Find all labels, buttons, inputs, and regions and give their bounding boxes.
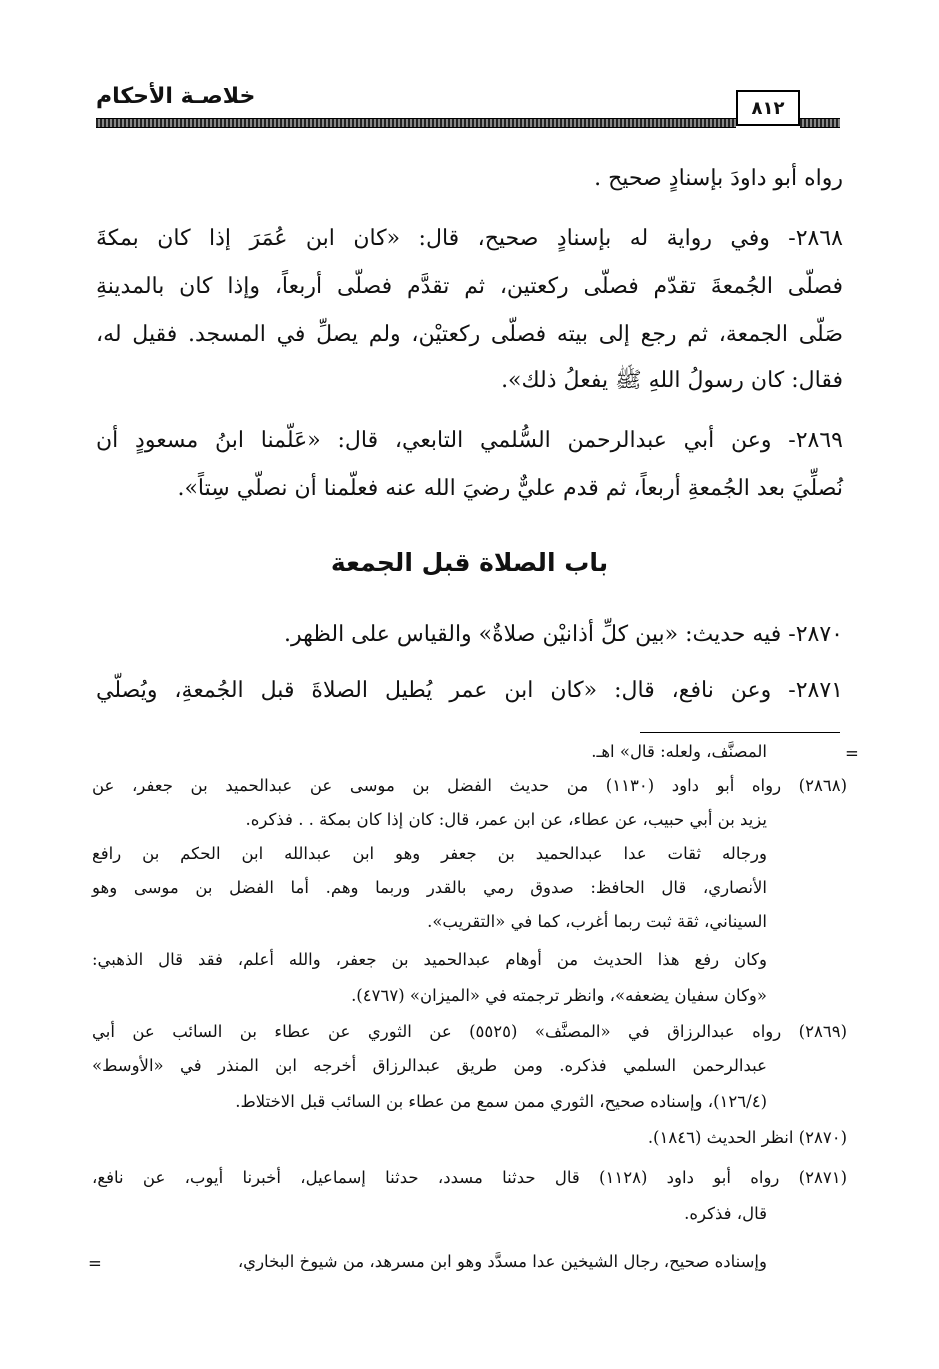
- footnote-line: (٢٨٦٩) رواه عبدالرزاق في «المصنَّف» (٥٥٢٥) عن الثوري عن عطاء بن السائب عن أبي: [92, 1022, 847, 1041]
- footnote-line: وكان رفع هذا الحديث من أوهام عبدالحميد بن جعفر، والله أعلم، فقد قال الذهبي:: [92, 950, 767, 969]
- footnote-line: الأنصاري، قال الحافظ: صدوق رمي بالقدر وربما وهم. أما الفضل بن موسى وهو: [92, 878, 767, 897]
- footnote-line: (٢٨٧٠) انظر الحديث (١٨٤٦).: [647, 1128, 847, 1147]
- text-line: فصلّى الجُمعةَ تقدّم فصلّى ركعتين، ثم تقدَّم فصلّى أربعاً، وإذا كان بالمدينةِ: [96, 274, 843, 299]
- text-line: ٢٨٧١- وعن نافع، قال: «كان ابن عمر يُطيل الصلاةَ قبل الجُمعةِ، ويُصلّي: [96, 678, 843, 703]
- text-line: صَلّى الجمعة، ثم رجع إلى بيته فصلّى ركعتيْن، ولم يصلِّ في المسجد. فقيل له،: [96, 322, 843, 347]
- footnote-line: وإسناده صحيح، رجال الشيخين عدا مسدَّد وهو ابن مسرهد، من شيوخ البخاري،: [237, 1252, 767, 1271]
- footnote-line: قال، فذكره.: [684, 1204, 767, 1223]
- section-heading: باب الصلاة قبل الجمعة: [330, 548, 609, 577]
- text-line: ٢٨٦٩- وعن أبي عبدالرحمن السُّلمي التابعي، قال: «عَلّمنا ابنُ مسعودٍ أن: [96, 428, 843, 453]
- footnote-line: «وكان سفيان يضعفه»، وانظر ترجمته في «الميزان» (٤٧٦٧).: [351, 986, 767, 1005]
- header-rule: [96, 118, 736, 128]
- footnote-line: (٢٨٦٨) رواه أبو داود (١١٣٠) من حديث الفضل بن موسى عن عبدالحميد بن جعفر، عن: [92, 776, 848, 795]
- text-line: ٢٨٦٨- وفي رواية له بإسنادٍ صحيح، قال: «كان ابن عُمَرَ إذا كان بمكةَ: [96, 226, 843, 251]
- footnote-line: المصنَّف، ولعله: قال» اهـ.: [591, 742, 767, 761]
- continuation-mark-end: =: [88, 1254, 102, 1273]
- page-number: ٨١٢: [736, 90, 800, 126]
- text-line: فقال: كان رسولُ اللهِ ﷺ يفعلُ ذلك».: [501, 368, 843, 393]
- text-line: رواه أبو داودَ بإسنادٍ صحيح .: [594, 166, 843, 191]
- footnote-line: يزيد بن أبي حبيب، عن عطاء، عن ابن عمر، قال: كان إذا كان بمكة . . فذكره.: [245, 810, 767, 829]
- continuation-mark: =: [845, 744, 859, 763]
- footnote-line: (٢٨٧١) رواه أبو داود (١١٢٨) قال حدثنا مسدد، حدثنا إسماعيل، أخبرنا أيوب، عن نافع،: [92, 1168, 848, 1187]
- footnote-separator: [640, 732, 840, 733]
- text-line: ٢٨٧٠- فيه حديث: «بين كلِّ أذانيْن صلاةٌ» والقياس على الظهر.: [284, 622, 843, 647]
- footnote-line: ورجاله ثقات عدا عبدالحميد بن جعفر وهو ابن عبدالله ابن الحكم بن رافع: [92, 844, 767, 863]
- footnote-line: عبدالرحمن السلمي فذكره. ومن طريق عبدالرزاق أخرجه ابن المنذر في «الأوسط»: [92, 1056, 767, 1075]
- running-header-title: خلاصـة الأحكام: [96, 84, 256, 109]
- header-rule-end: [800, 118, 840, 128]
- footnote-line: السيناني، ثقة ثبت ربما أغرب، كما في «التقريب».: [427, 912, 767, 931]
- footnote-line: (١٢٦/٤)، وإسناده صحيح، الثوري ممن سمع من عطاء بن السائب قبل الاختلاط.: [235, 1092, 767, 1111]
- text-line: نُصلِّيَ بعد الجُمعةِ أربعاً، ثم قدم عليٌّ رضيَ الله عنه فعلّمنا أن نصلّي سِتاً».: [177, 476, 843, 501]
